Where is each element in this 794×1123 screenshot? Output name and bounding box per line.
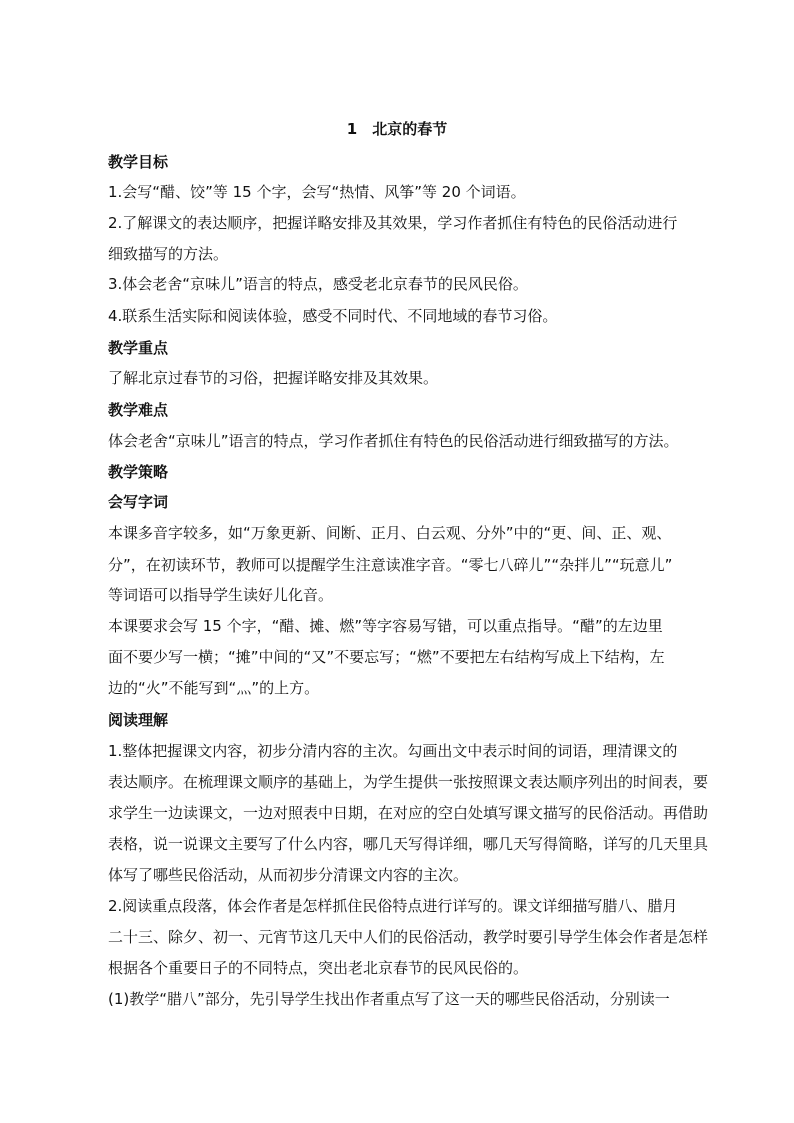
goal-1: 1.会写“醋、饺”等 15 个字，会写“热情、风筝”等 20 个词语。 [108,183,526,201]
lesson-title: 1 北京的春节 [346,120,448,138]
vocab-para-2-line-2: 面不要少写一横；“摊”中间的“又”不要忘写；“燃”不要把左右结构写成上下结构，左 [108,648,665,666]
reading-para-1-line-4: 表格，说一说课文主要写了什么内容，哪几天写得详细，哪几天写得简略，详写的几天里具 [108,835,709,853]
vocab-para-1-line-3: 等词语可以指导学生读好儿化音。 [108,586,334,604]
reading-para-2-line-2: 二十三、除夕、初一、元宵节这几天中人们的民俗活动，教学时要引导学生体会作者是怎样 [108,928,709,946]
key-heading: 教学重点 [108,339,169,357]
vocab-heading: 会写字词 [108,493,169,511]
reading-para-1-line-2: 表达顺序。在梳理课文顺序的基础上，为学生提供一张按照课文表达顺序列出的时间表，要 [108,773,709,791]
vocab-para-1-line-2: 分”，在初读环节，教师可以提醒学生注意读准字音。“零七八碎儿”“杂拌儿”“玩意儿” [108,556,673,574]
reading-para-1-line-3: 求学生一边读课文，一边对照表中日期，在对应的空白处填写课文描写的民俗活动。再借助 [108,804,709,822]
reading-para-3-line-1: (1)教学“腊八”部分，先引导学生找出作者重点写了这一天的哪些民俗活动，分别读一 [108,990,670,1008]
goal-3: 3.体会老舍“京味儿”语言的特点，感受老北京春节的民风民俗。 [108,275,528,293]
vocab-para-2-line-3: 边的“火”不能写到“灬”的上方。 [108,679,320,697]
difficulty-text: 体会老舍“京味儿”语言的特点，学习作者抓住有特色的民俗活动进行细致描写的方法。 [108,432,679,450]
reading-para-1-line-1: 1.整体把握课文内容，初步分清内容的主次。勾画出文中表示时间的词语，理清课文的 [108,742,678,760]
reading-heading: 阅读理解 [108,711,169,729]
difficulty-heading: 教学难点 [108,401,169,419]
reading-para-2-line-3: 根据各个重要日子的不同特点，突出老北京春节的民风民俗的。 [108,959,529,977]
goal-2-line-1: 2.了解课文的表达顺序，把握详略安排及其效果，学习作者抓住有特色的民俗活动进行 [108,214,678,232]
reading-para-1-line-5: 体写了哪些民俗活动，从而初步分清课文内容的主次。 [108,866,469,884]
strategy-heading: 教学策略 [108,463,169,481]
vocab-para-1-line-1: 本课多音字较多，如“万象更新、间断、正月、白云观、分外”中的“更、间、正、观、 [108,524,672,542]
vocab-para-2-line-1: 本课要求会写 15 个字，“醋、摊、燃”等字容易写错，可以重点指导。“醋”的左边里 [108,617,663,635]
key-text: 了解北京过春节的习俗，把握详略安排及其效果。 [108,369,439,387]
goal-2-line-2: 细致描写的方法。 [108,245,229,263]
goals-heading: 教学目标 [108,153,169,171]
goal-4: 4.联系生活实际和阅读体验，感受不同时代、不同地域的春节习俗。 [108,307,558,325]
reading-para-2-line-1: 2.阅读重点段落，体会作者是怎样抓住民俗特点进行详写的。课文详细描写腊八、腊月 [108,897,678,915]
